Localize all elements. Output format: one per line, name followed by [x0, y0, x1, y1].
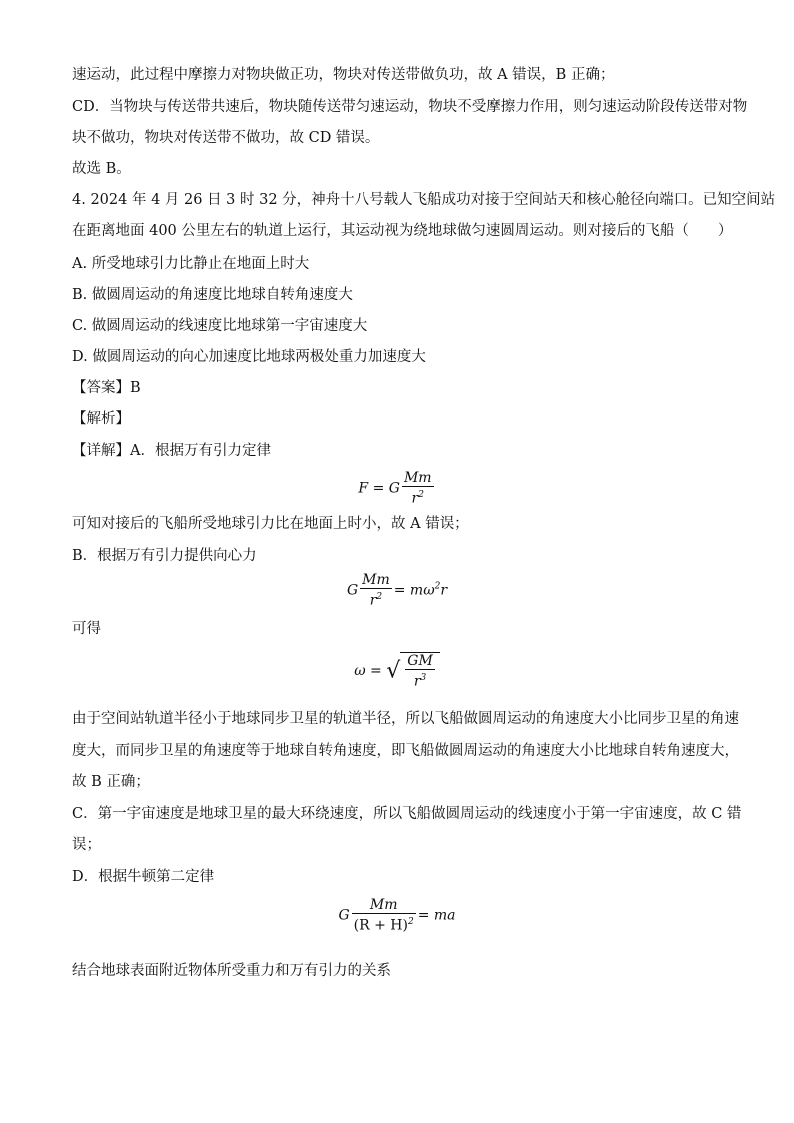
- text-line-4: 故选 B。: [72, 161, 131, 177]
- text-line-3: 块不做功，物块对传送带不做功，故 CD 错误。: [72, 130, 380, 146]
- question-4-stem-1: 4. 2024 年 4 月 26 日 3 时 32 分，神舟十八号载人飞船成功对接于空间站天和核心舱径向端口。已知空间站: [72, 192, 776, 208]
- eq4-fraction: [352, 897, 416, 934]
- sqrt-sign: √ $\frac{GM}{r^3}$: [386, 652, 440, 690]
- question-4-stem-2: 在距离地面 400 公里左右的轨道上运行，其运动视为绕地球做匀速圆周运动。则对接后的飞船（ ）: [72, 223, 733, 239]
- analysis-label: 【解析】: [72, 411, 130, 427]
- eq2-rhs-exponent: 2: [434, 581, 441, 592]
- equation-centripetal: [0, 572, 794, 609]
- eq2-numerator: Mm: [362, 572, 390, 588]
- last-line: 结合地球表面附近物体所受重力和万有引力的关系: [72, 963, 391, 979]
- eq2-rhs: = mω: [393, 582, 435, 599]
- eq4-den-exponent: 2: [407, 917, 414, 927]
- eq3-den-exponent: 3: [420, 673, 427, 683]
- eq1-denominator: r: [411, 490, 419, 507]
- answer-label: 【答案】B: [72, 380, 141, 396]
- option-d: D. 做圆周运动的向心加速度比地球两极处重力加速度大: [72, 349, 426, 365]
- eq3-numerator: GM: [407, 653, 433, 669]
- option-b: B. 做圆周运动的角速度比地球自转角速度大: [72, 287, 353, 303]
- eq1-fraction: [402, 470, 434, 507]
- eq3-lhs: ω =: [354, 662, 382, 679]
- expl-b-1: 由于空间站轨道半径小于地球同步卫星的轨道半径，所以飞船做圆周运动的角速度大小比同步卫星的角速: [72, 711, 739, 727]
- option-a: A. 所受地球引力比静止在地面上时大: [72, 256, 310, 272]
- expl-b-2: 度大，而同步卫星的角速度等于地球自转角速度，即飞船做圆周运动的角速度大小比地球自转角速度大，: [72, 743, 739, 759]
- eq4-g: G: [338, 907, 350, 924]
- equation-omega: [0, 652, 794, 690]
- eq4-rhs: = ma: [417, 907, 456, 924]
- kede-text: 可得: [72, 621, 101, 637]
- detail-d: D．根据牛顿第二定律: [72, 869, 215, 885]
- eq1-den-exponent: 2: [418, 490, 424, 500]
- eq2-fraction: [360, 572, 392, 609]
- option-c: C. 做圆周运动的线速度比地球第一宇宙速度大: [72, 318, 368, 334]
- expl-b-3: 故 B 正确；: [72, 774, 150, 790]
- expl-c-1: C．第一宇宙速度是地球卫星的最大环绕速度，所以飞船做圆周运动的线速度小于第一宇宙速度，故 C 错: [72, 806, 742, 822]
- equation-newton-second: [0, 897, 794, 934]
- eq2-rhs-tail: r: [440, 582, 448, 599]
- text-line-1: 速运动，此过程中摩擦力对物块做正功，物块对传送带做负功，故 A 错误，B 正确；: [72, 67, 615, 83]
- equation-gravitation: [0, 470, 794, 507]
- text-line-2: CD．当物块与传送带共速后，物块随传送带匀速运动，物块不受摩擦力作用，则匀速运动阶段传送带对物: [72, 99, 748, 115]
- eq2-g: G: [346, 582, 359, 599]
- eq1-numerator: Mm: [403, 470, 432, 486]
- eq4-numerator: Mm: [352, 897, 416, 914]
- expl-c-2: 误；: [72, 837, 101, 853]
- eq2-denominator: r: [369, 592, 377, 609]
- eq2-den-exponent: 2: [376, 592, 383, 602]
- detail-b: B．根据万有引力提供向心力: [72, 548, 257, 564]
- eq3-denominator: r: [413, 673, 421, 690]
- eq3-fraction: [405, 653, 435, 690]
- eq4-denominator: (R + H): [353, 917, 408, 934]
- after-eq1: 可知对接后的飞船所受地球引力比在地面上时小，故 A 错误；: [72, 516, 469, 532]
- eq1-lhs: F = G: [358, 480, 400, 497]
- detail-a: 【详解】A．根据万有引力定律: [72, 443, 271, 459]
